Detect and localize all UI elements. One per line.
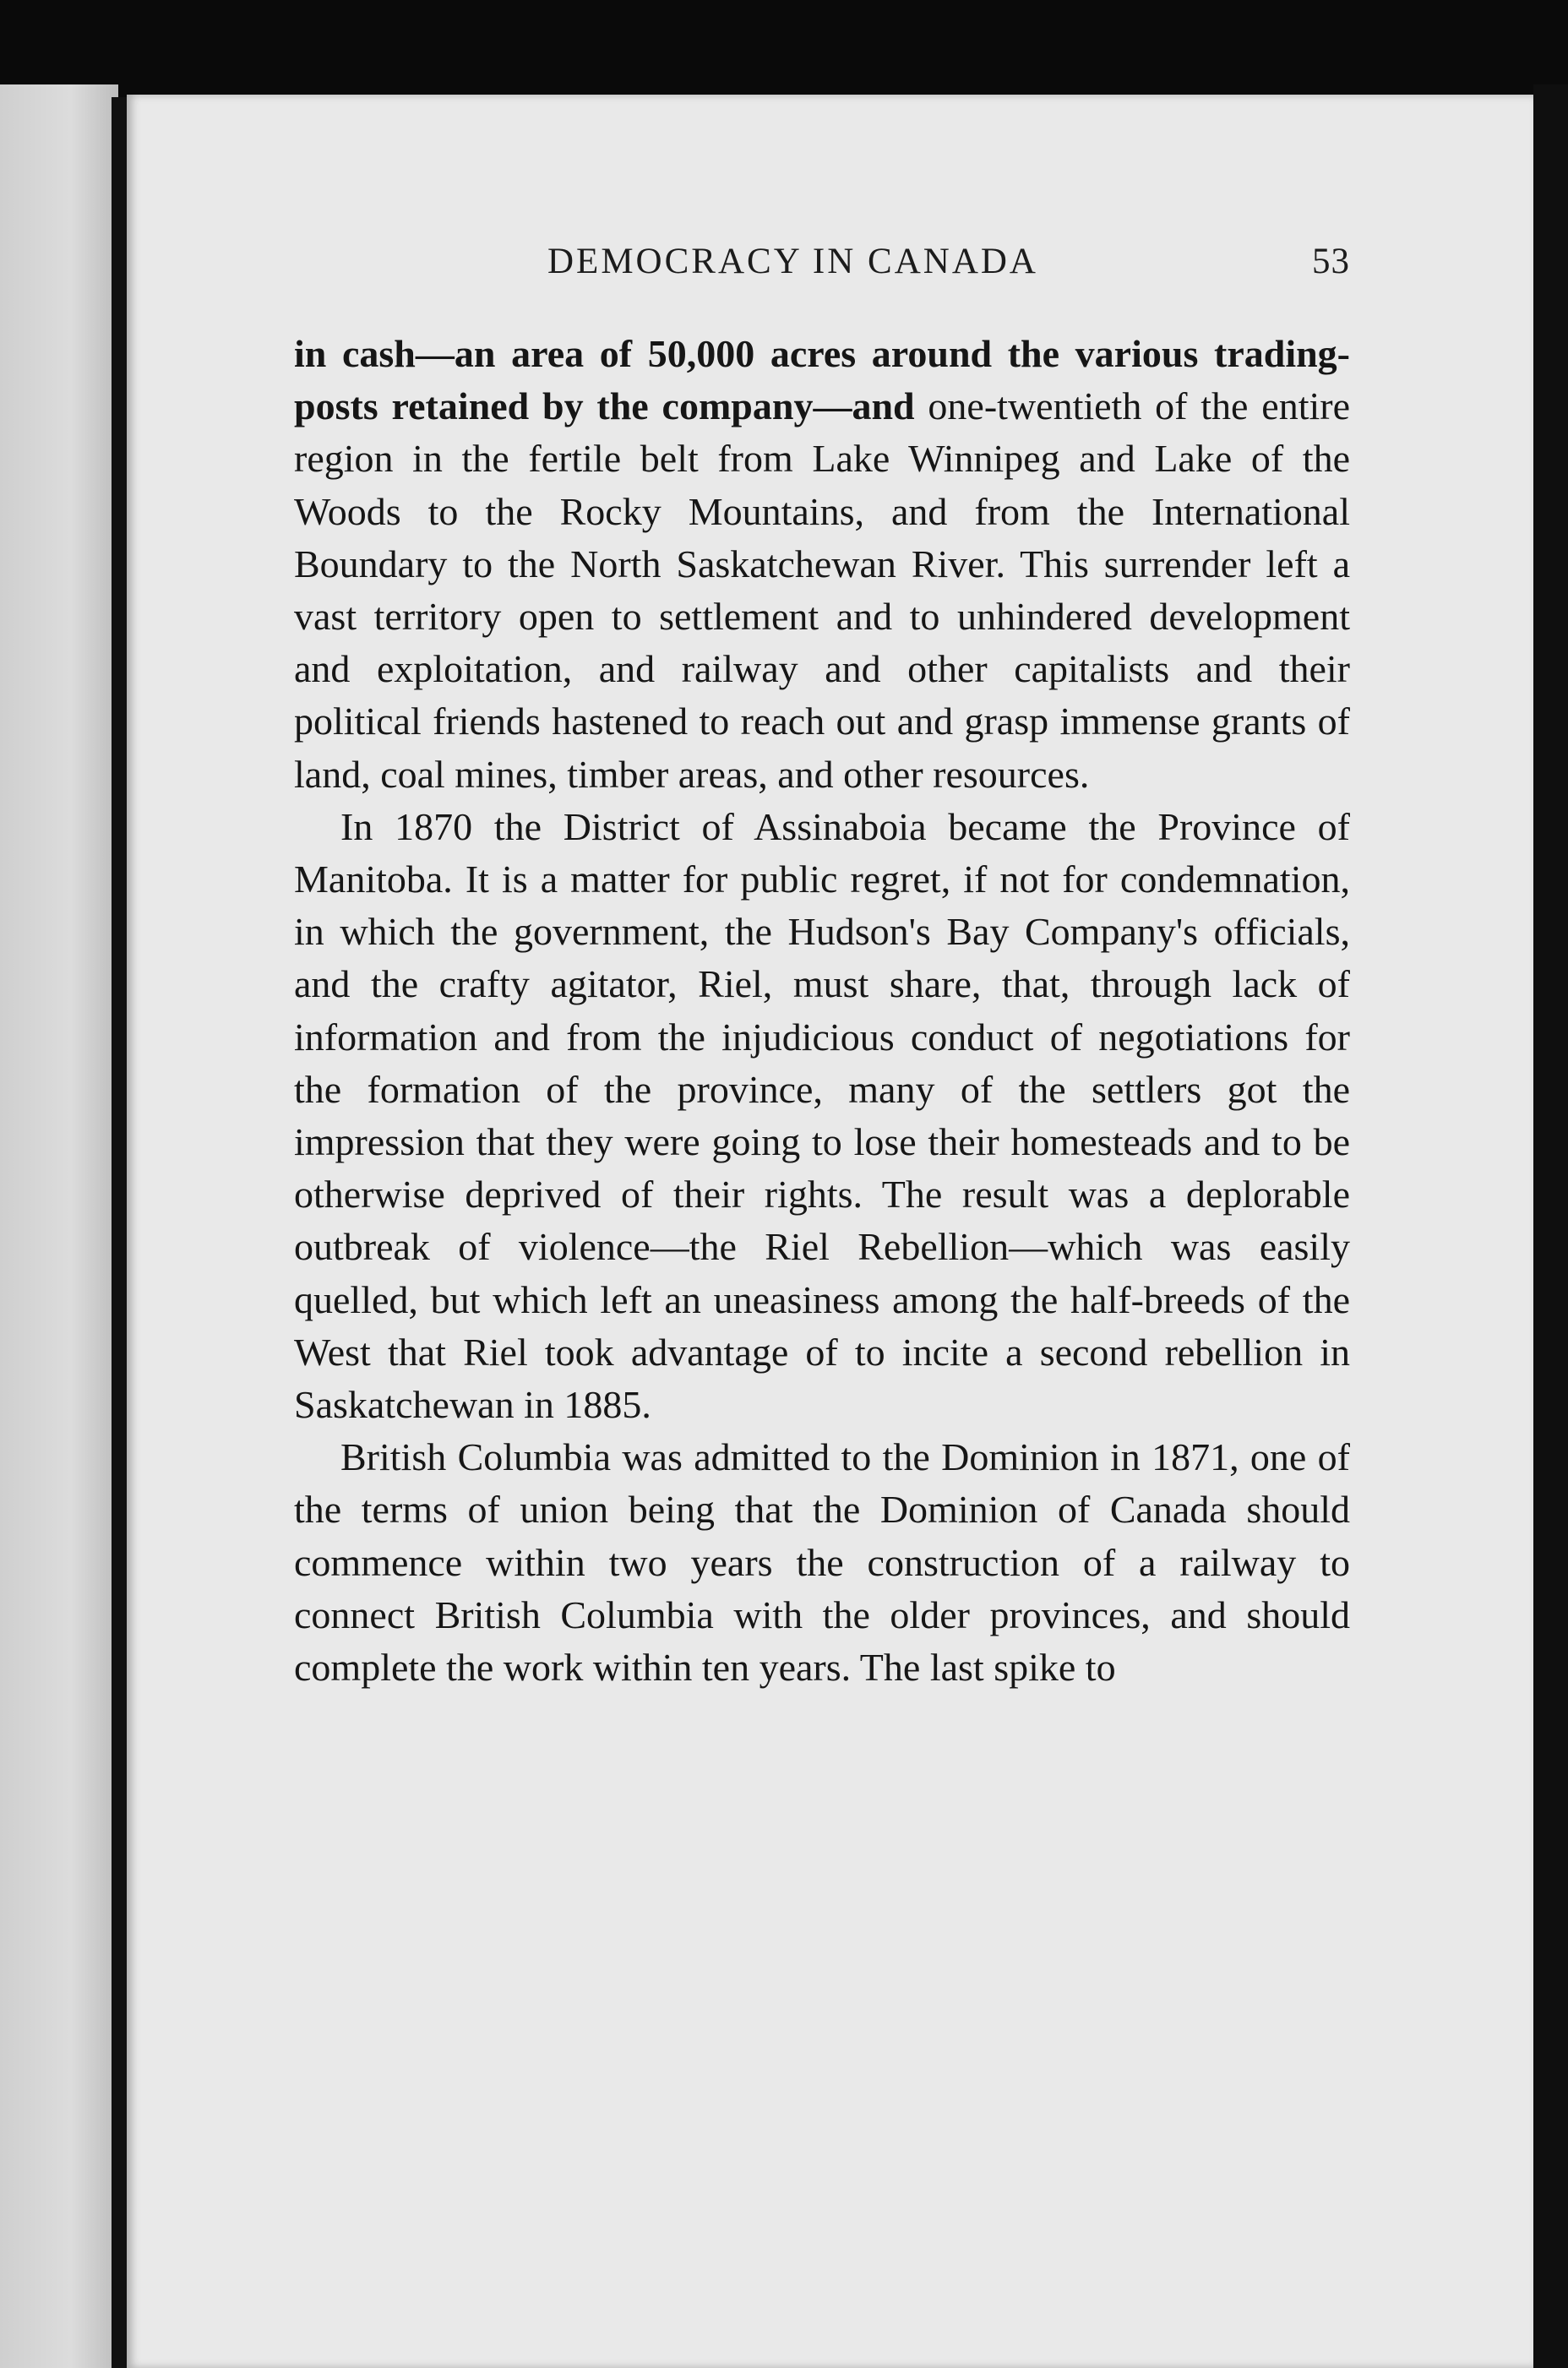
running-head-title: DEMOCRACY IN CANADA <box>547 242 1038 281</box>
page-number: 53 <box>1312 242 1350 281</box>
paragraph-1-bold-run: in cash—an area of 50,000 acres around the various trading-posts retained by the company—and <box>294 332 1350 428</box>
paragraph-3: British Columbia was admitted to the Dominion in 1871, one of the terms of union being that the Dominion of Canada should commence within two years the construction of a railway to connect British Columbia with the older provinces, and should complete the work within ten years. The last spike to <box>294 1435 1350 1690</box>
scan-border-top <box>0 0 1568 101</box>
paragraph-1 <box>294 328 1350 801</box>
scan-border-right <box>1533 84 1568 2368</box>
running-head <box>294 241 1350 291</box>
paragraph-1-text: one-twentieth of the entire region in the fertile belt from Lake Winnipeg and Lake of the Woods to the Rocky Mountains, and from the International Boundary to the North Saskatchewan River. This surrender left a vast territory open to settlement and to unhindered development and exploitation, and railway and other capitalists and their political friends hastened to reach out and grasp immense grants of land, coal mines, timber areas, and other resources. <box>294 384 1350 796</box>
paragraph-2: In 1870 the District of Assinaboia became the Province of Manitoba. It is a matter for public regret, if not for condemnation, in which the government, the Hudson's Bay Company's officials, and the crafty agitator, Riel, must share, that, through lack of information and from the injudicious conduct of negotiations for the formation of the province, many of the settlers got the impression that they were going to lose their homesteads and to be otherwise deprived of their rights. The result was a deplorable outbreak of violence—the Riel Rebellion—which was easily quelled, but which left an uneasiness among the half-breeds of the West that Riel took advantage of to incite a second rebellion in Saskatchewan in 1885. <box>294 804 1350 1427</box>
facing-page-edge <box>0 84 118 2368</box>
body-text <box>294 328 1350 1694</box>
